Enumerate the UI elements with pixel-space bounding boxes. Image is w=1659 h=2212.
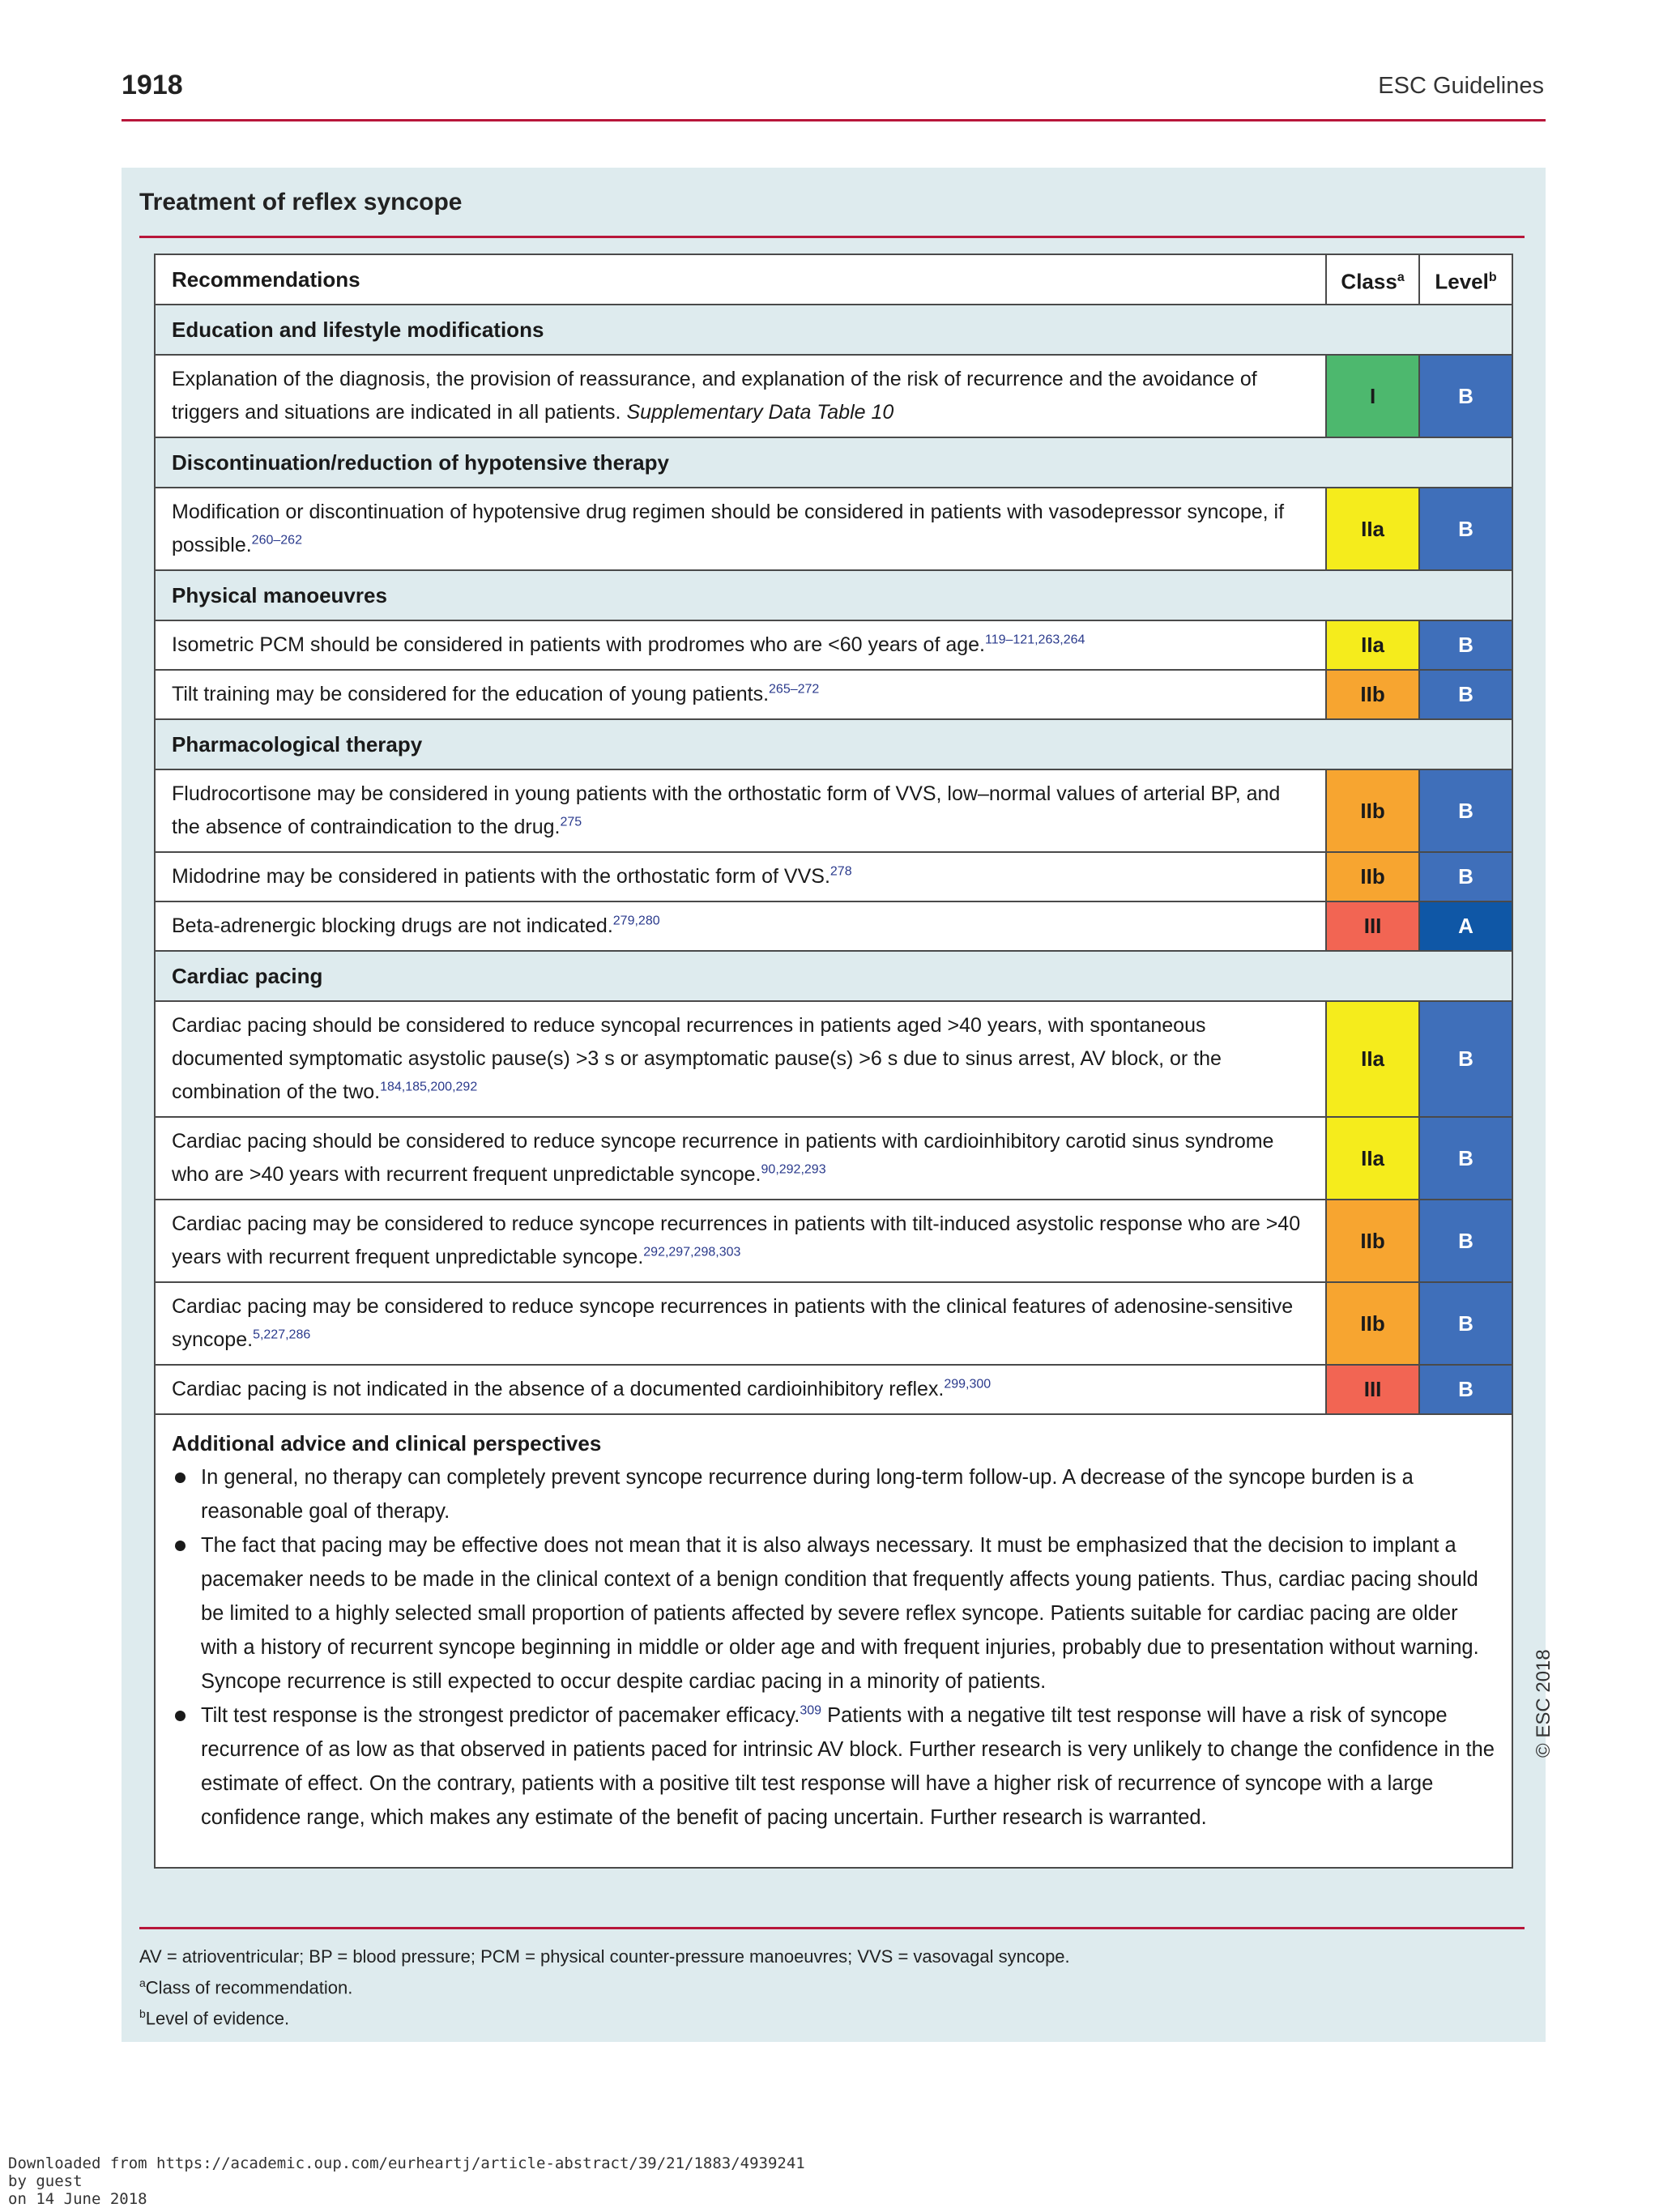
reference-superscript: 278 bbox=[830, 864, 852, 879]
section-title: Discontinuation/reduction of hypotensive therapy bbox=[155, 437, 1512, 488]
recommendation-text bbox=[155, 670, 1326, 719]
section-row bbox=[155, 951, 1512, 1001]
level-badge: B bbox=[1419, 852, 1512, 901]
reference-superscript: 275 bbox=[560, 815, 582, 829]
reference-superscript: 260–262 bbox=[251, 533, 302, 548]
table-row bbox=[155, 769, 1512, 852]
reference-superscript: 309 bbox=[800, 1703, 822, 1718]
copyright-notice: © ESC 2018 bbox=[1533, 1649, 1555, 1758]
level-badge: B bbox=[1419, 670, 1512, 719]
section-title: Physical manoeuvres bbox=[155, 570, 1512, 620]
reference-superscript: 184,185,200,292 bbox=[380, 1080, 478, 1094]
recommendation-body: Isometric PCM should be considered in patients with prodromes who are <60 years of age. bbox=[172, 633, 985, 656]
advice-title: Additional advice and clinical perspectives bbox=[172, 1431, 602, 1455]
recommendations-header: Recommendations bbox=[155, 254, 1326, 305]
advice-list bbox=[172, 1460, 1495, 1835]
advice-text: In general, no therapy can completely prevent syncope recurrence during long-term follow-up. A decrease of the syncope burden is a reasonable goal of therapy. bbox=[201, 1466, 1414, 1523]
table-row bbox=[155, 620, 1512, 670]
recommendation-body: Cardiac pacing may be considered to reduce syncope recurrences in patients with tilt-induced asystolic response who are >40 years with recurrent frequent unpredictable syncope. bbox=[172, 1213, 1301, 1268]
recommendation-body: Beta-adrenergic blocking drugs are not indicated. bbox=[172, 914, 613, 937]
class-badge: III bbox=[1326, 1365, 1419, 1414]
recommendations-panel bbox=[122, 168, 1546, 2042]
level-badge: B bbox=[1419, 1200, 1512, 1282]
level-badge: B bbox=[1419, 1001, 1512, 1117]
level-badge: B bbox=[1419, 1282, 1512, 1365]
class-header: Class$^a$ bbox=[1326, 254, 1419, 305]
recommendation-body: Modification or discontinuation of hypotensive drug regimen should be considered in patients with vasodepressor syncope, if possible. bbox=[172, 501, 1285, 556]
bottom-rule bbox=[139, 1927, 1525, 1929]
recommendation-text bbox=[155, 769, 1326, 852]
level-badge: B bbox=[1419, 355, 1512, 437]
table-row bbox=[155, 670, 1512, 719]
class-badge: IIb bbox=[1326, 1200, 1419, 1282]
section-row bbox=[155, 719, 1512, 769]
level-badge: B bbox=[1419, 488, 1512, 570]
recommendation-body: Cardiac pacing should be considered to reduce syncope recurrence in patients with cardioinhibitory carotid sinus syndrome who are >40 years with recurrent frequent unpredictable syncope. bbox=[172, 1130, 1274, 1186]
recommendation-text bbox=[155, 1282, 1326, 1365]
class-badge: IIb bbox=[1326, 1282, 1419, 1365]
recommendations-table bbox=[154, 254, 1513, 1869]
reference-superscript: 299,300 bbox=[944, 1377, 992, 1392]
recommendation-body: Cardiac pacing may be considered to reduce syncope recurrences in patients with the clinical features of adenosine-sensitive syncope. bbox=[172, 1295, 1294, 1351]
class-badge: IIb bbox=[1326, 670, 1419, 719]
title-rule bbox=[139, 236, 1525, 238]
table-row bbox=[155, 355, 1512, 437]
level-header: Level$^b$ bbox=[1419, 254, 1512, 305]
footnotes bbox=[139, 1944, 1070, 2032]
class-badge: IIa bbox=[1326, 620, 1419, 670]
table-row bbox=[155, 1001, 1512, 1117]
section-row bbox=[155, 305, 1512, 355]
section-row bbox=[155, 437, 1512, 488]
class-footnote: $^a$Class of recommendation. bbox=[139, 1976, 353, 1998]
recommendation-text bbox=[155, 620, 1326, 670]
level-footnote: $^b$Level of evidence. bbox=[139, 2007, 290, 2029]
advice-bullet bbox=[172, 1698, 1495, 1835]
class-badge: I bbox=[1326, 355, 1419, 437]
supplementary-reference: Supplementary Data Table 10 bbox=[626, 401, 894, 424]
class-badge: IIa bbox=[1326, 488, 1419, 570]
table-row bbox=[155, 852, 1512, 901]
page-number: 1918 bbox=[122, 70, 183, 100]
running-head: ESC Guidelines bbox=[1378, 73, 1544, 99]
advice-bullet bbox=[172, 1460, 1495, 1528]
recommendation-body: Cardiac pacing is not indicated in the absence of a documented cardioinhibitory reflex. bbox=[172, 1378, 945, 1400]
table-row bbox=[155, 1117, 1512, 1200]
table-row bbox=[155, 1200, 1512, 1282]
recommendation-body: Midodrine may be considered in patients with the orthostatic form of VVS. bbox=[172, 865, 830, 888]
class-badge: IIa bbox=[1326, 1001, 1419, 1117]
class-badge: IIa bbox=[1326, 1117, 1419, 1200]
table-header-row bbox=[155, 254, 1512, 305]
panel-title: Treatment of reflex syncope bbox=[139, 189, 463, 215]
reference-superscript: 119–121,263,264 bbox=[985, 633, 1085, 647]
advice-row bbox=[155, 1414, 1512, 1868]
advice-text-continued: Patients with a negative tilt test response will have a risk of syncope recurrence of as low as that observed in patients paced for intrinsic AV block. Further research is very unlikely to change the confidence in the estimate of effect. On the contrary, patients with a positive tilt test response will have a higher risk of recurrence of syncope with a large confidence range, which makes any estimate of the benefit of pacing uncertain. Further research is warranted. bbox=[201, 1704, 1495, 1829]
advice-bullet bbox=[172, 1528, 1495, 1698]
recommendation-text bbox=[155, 488, 1326, 570]
table-row bbox=[155, 1365, 1512, 1414]
level-badge: B bbox=[1419, 769, 1512, 852]
advice-text: Tilt test response is the strongest predictor of pacemaker efficacy. bbox=[201, 1704, 800, 1727]
header-rule bbox=[122, 119, 1546, 121]
recommendation-text bbox=[155, 1200, 1326, 1282]
download-note: Downloaded from https://academic.oup.com/eurheartj/article-abstract/39/21/1883/4939241 by guest on 14 June 2018 bbox=[8, 2154, 805, 2208]
advice-text: The fact that pacing may be effective does not mean that it is also always necessary. It must be emphasized that the decision to implant a pacemaker needs to be made in the clinical context of a benign condition that frequently affects young patients. Thus, cardiac pacing should be limited to a highly selected small proportion of patients affected by severe reflex syncope. Patients suitable for cardiac pacing are older with a history of recurrent syncope beginning in middle or older age and with frequent injuries, probably due to presentation without warning. Syncope recurrence is still expected to occur despite cardiac pacing in a minority of patients. bbox=[201, 1534, 1479, 1693]
level-badge: B bbox=[1419, 620, 1512, 670]
recommendation-body: Explanation of the diagnosis, the provision of reassurance, and explanation of the risk of recurrence and the avoidance of triggers and situations are indicated in all patients. bbox=[172, 368, 1257, 424]
table-row bbox=[155, 488, 1512, 570]
recommendation-text bbox=[155, 1117, 1326, 1200]
table-row bbox=[155, 901, 1512, 951]
level-badge: A bbox=[1419, 901, 1512, 951]
recommendation-body: Cardiac pacing should be considered to reduce syncopal recurrences in patients aged >40 years, with spontaneous documented symptomatic asystolic pause(s) >3 s or asymptomatic pause(s) >6 s due to sinus arrest, AV block, or the combination of the two. bbox=[172, 1014, 1222, 1103]
abbreviations-footnote: AV = atrioventricular; BP = blood pressure; PCM = physical counter-pressure manoeuvres; VVS = vasovagal syncope. bbox=[139, 1946, 1070, 1967]
reference-superscript: 265–272 bbox=[769, 682, 820, 697]
recommendation-text bbox=[155, 852, 1326, 901]
recommendation-text bbox=[155, 901, 1326, 951]
class-badge: IIb bbox=[1326, 852, 1419, 901]
class-badge: IIb bbox=[1326, 769, 1419, 852]
table-body bbox=[155, 305, 1512, 1414]
level-badge: B bbox=[1419, 1365, 1512, 1414]
reference-superscript: 90,292,293 bbox=[761, 1162, 826, 1177]
advice-cell bbox=[155, 1414, 1512, 1868]
class-badge: III bbox=[1326, 901, 1419, 951]
level-badge: B bbox=[1419, 1117, 1512, 1200]
section-title: Education and lifestyle modifications bbox=[155, 305, 1512, 355]
reference-superscript: 292,297,298,303 bbox=[643, 1245, 741, 1259]
reference-superscript: 279,280 bbox=[612, 914, 660, 928]
table-row bbox=[155, 1282, 1512, 1365]
section-title: Cardiac pacing bbox=[155, 951, 1512, 1001]
recommendation-text bbox=[155, 355, 1326, 437]
recommendation-text bbox=[155, 1365, 1326, 1414]
section-row bbox=[155, 570, 1512, 620]
section-title: Pharmacological therapy bbox=[155, 719, 1512, 769]
recommendation-body: Tilt training may be considered for the education of young patients. bbox=[172, 683, 770, 705]
reference-superscript: 5,227,286 bbox=[253, 1328, 311, 1342]
recommendation-text bbox=[155, 1001, 1326, 1117]
recommendation-body: Fludrocortisone may be considered in young patients with the orthostatic form of VVS, low–normal values of arterial BP, and the absence of contraindication to the drug. bbox=[172, 782, 1281, 838]
